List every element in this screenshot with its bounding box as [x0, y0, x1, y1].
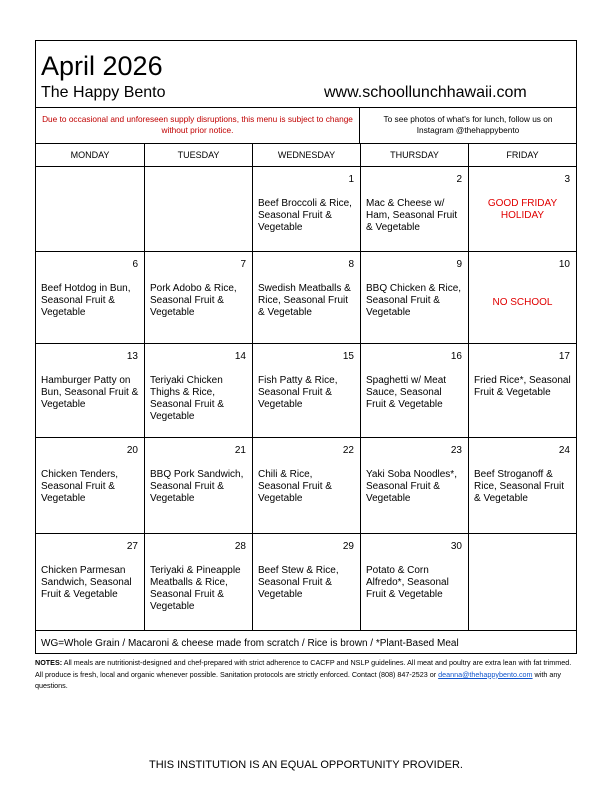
org-name: The Happy Bento [41, 84, 166, 101]
day-cell-thursday [361, 252, 469, 343]
meal-description: Chili & Rice, Seasonal Fruit & Vegetable [258, 469, 332, 504]
date-number: 20 [126, 445, 138, 456]
date-number: 2 [456, 174, 462, 185]
notes-section [35, 657, 577, 692]
day-cell-wednesday [253, 438, 361, 533]
date-number: 10 [558, 259, 570, 270]
day-cell-monday [36, 167, 145, 251]
day-cell-thursday [361, 344, 469, 437]
date-number: 24 [558, 445, 570, 456]
notice-row [36, 107, 576, 143]
day-header-tuesday: TUESDAY [145, 144, 253, 166]
date-number: 14 [234, 351, 246, 362]
date-number: 7 [240, 259, 246, 270]
date-number: 3 [564, 174, 570, 185]
supply-notice: Due to occasional and unforeseen supply disruptions, this menu is subject to change without prior notice. [36, 108, 360, 143]
holiday-label: NO SCHOOL [492, 297, 553, 308]
day-cell-wednesday [253, 534, 361, 630]
day-cell-wednesday [253, 344, 361, 437]
meal-description: Hamburger Patty on Bun, Seasonal Fruit & Vegetable [41, 375, 139, 410]
notes-label: NOTES: [35, 658, 63, 667]
notes-suffix: with any questions. [35, 669, 561, 690]
meal-description: Mac & Cheese w/ Ham, Seasonal Fruit & Vegetable [366, 198, 458, 233]
contact-email-link[interactable]: deanna@thehappybento.com [438, 669, 533, 679]
meal-description: Beef Stew & Rice, Seasonal Fruit & Vegetable [258, 565, 339, 600]
week-row [36, 166, 576, 251]
date-number: 30 [450, 541, 462, 552]
day-header-monday: MONDAY [36, 144, 145, 166]
date-number: 27 [126, 541, 138, 552]
day-cell-thursday [361, 167, 469, 251]
day-cell-wednesday [253, 252, 361, 343]
day-cell-tuesday [145, 344, 253, 437]
week-row [36, 343, 576, 437]
day-cell-friday [469, 534, 576, 630]
menu-calendar [35, 40, 577, 654]
meal-description: Beef Hotdog in Bun, Seasonal Fruit & Vegetable [41, 283, 131, 318]
meal-description: Chicken Tenders, Seasonal Fruit & Vegetable [41, 469, 119, 504]
meal-description: Potato & Corn Alfredo*, Seasonal Fruit & Vegetable [366, 565, 449, 600]
meal-description: Fish Patty & Rice, Seasonal Fruit & Vegetable [258, 375, 338, 410]
day-cell-friday [469, 167, 576, 251]
day-header-wednesday: WEDNESDAY [253, 144, 361, 166]
date-number: 16 [450, 351, 462, 362]
meal-description: Beef Broccoli & Rice, Seasonal Fruit & Vegetable [258, 198, 352, 233]
equal-opportunity-statement: THIS INSTITUTION IS AN EQUAL OPPORTUNITY PROVIDER. [149, 759, 463, 771]
legend-text: WG=Whole Grain / Macaroni & cheese made from scratch / Rice is brown / *Plant-Based Meal [41, 638, 459, 649]
page-title: April 2026 [41, 51, 163, 81]
day-cell-friday [469, 438, 576, 533]
date-number: 9 [456, 259, 462, 270]
day-cell-monday [36, 438, 145, 533]
date-number: 13 [126, 351, 138, 362]
day-cell-friday [469, 344, 576, 437]
day-cell-thursday [361, 438, 469, 533]
day-cell-monday [36, 534, 145, 630]
week-row [36, 437, 576, 533]
date-number: 8 [348, 259, 354, 270]
day-cell-monday [36, 252, 145, 343]
date-number: 15 [342, 351, 354, 362]
day-cell-tuesday [145, 167, 253, 251]
meal-description: Yaki Soba Noodles*, Seasonal Fruit & Vegetable [366, 469, 457, 504]
instagram-notice: To see photos of what's for lunch, follow us on Instagram @thehappybento [383, 114, 553, 135]
day-cell-tuesday [145, 534, 253, 630]
day-cell-tuesday [145, 252, 253, 343]
day-cell-tuesday [145, 438, 253, 533]
meal-description: Teriyaki & Pineapple Meatballs & Rice, Seasonal Fruit & Vegetable [150, 565, 241, 612]
meal-description: BBQ Pork Sandwich, Seasonal Fruit & Vegetable [150, 469, 244, 504]
meal-description: Chicken Parmesan Sandwich, Seasonal Fruit & Vegetable [41, 565, 132, 600]
notes-text: All meals are nutritionist-designed and chef-prepared with strict adherence to CACFP and NSLP guidelines. All meat and poultry are extra lean with fat trimmed. All produce is fresh, local and organic whenever possible. Sanitation protocols are strictly enforced. Contact (808) 847-2523 or [35, 658, 572, 679]
meal-description: Swedish Meatballs & Rice, Seasonal Fruit & Vegetable [258, 283, 351, 318]
holiday-label: GOOD FRIDAY HOLIDAY [487, 198, 558, 221]
day-cell-monday [36, 344, 145, 437]
date-number: 22 [342, 445, 354, 456]
date-number: 21 [234, 445, 246, 456]
day-cell-friday [469, 252, 576, 343]
meal-description: Beef Stroganoff & Rice, Seasonal Fruit & Vegetable [474, 469, 565, 504]
weekday-header-row [36, 143, 576, 166]
date-number: 6 [132, 259, 138, 270]
date-number: 28 [234, 541, 246, 552]
day-header-friday: FRIDAY [506, 150, 539, 160]
meal-description: Fried Rice*, Seasonal Fruit & Vegetable [474, 375, 571, 398]
day-cell-wednesday [253, 167, 361, 251]
website-link[interactable]: www.schoollunchhawaii.com [324, 84, 527, 101]
meal-description: Pork Adobo & Rice, Seasonal Fruit & Vegetable [150, 283, 237, 318]
day-header-thursday: THURSDAY [361, 144, 469, 166]
legend-row [36, 630, 576, 654]
week-row [36, 533, 576, 630]
week-row [36, 251, 576, 343]
date-number: 1 [348, 174, 354, 185]
meal-description: BBQ Chicken & Rice, Seasonal Fruit & Vegetable [366, 283, 462, 318]
date-number: 23 [450, 445, 462, 456]
day-cell-thursday [361, 534, 469, 630]
date-number: 29 [342, 541, 354, 552]
meal-description: Teriyaki Chicken Thighs & Rice, Seasonal Fruit & Vegetable [150, 375, 224, 422]
meal-description: Spaghetti w/ Meat Sauce, Seasonal Fruit & Vegetable [366, 375, 447, 410]
date-number: 17 [558, 351, 570, 362]
